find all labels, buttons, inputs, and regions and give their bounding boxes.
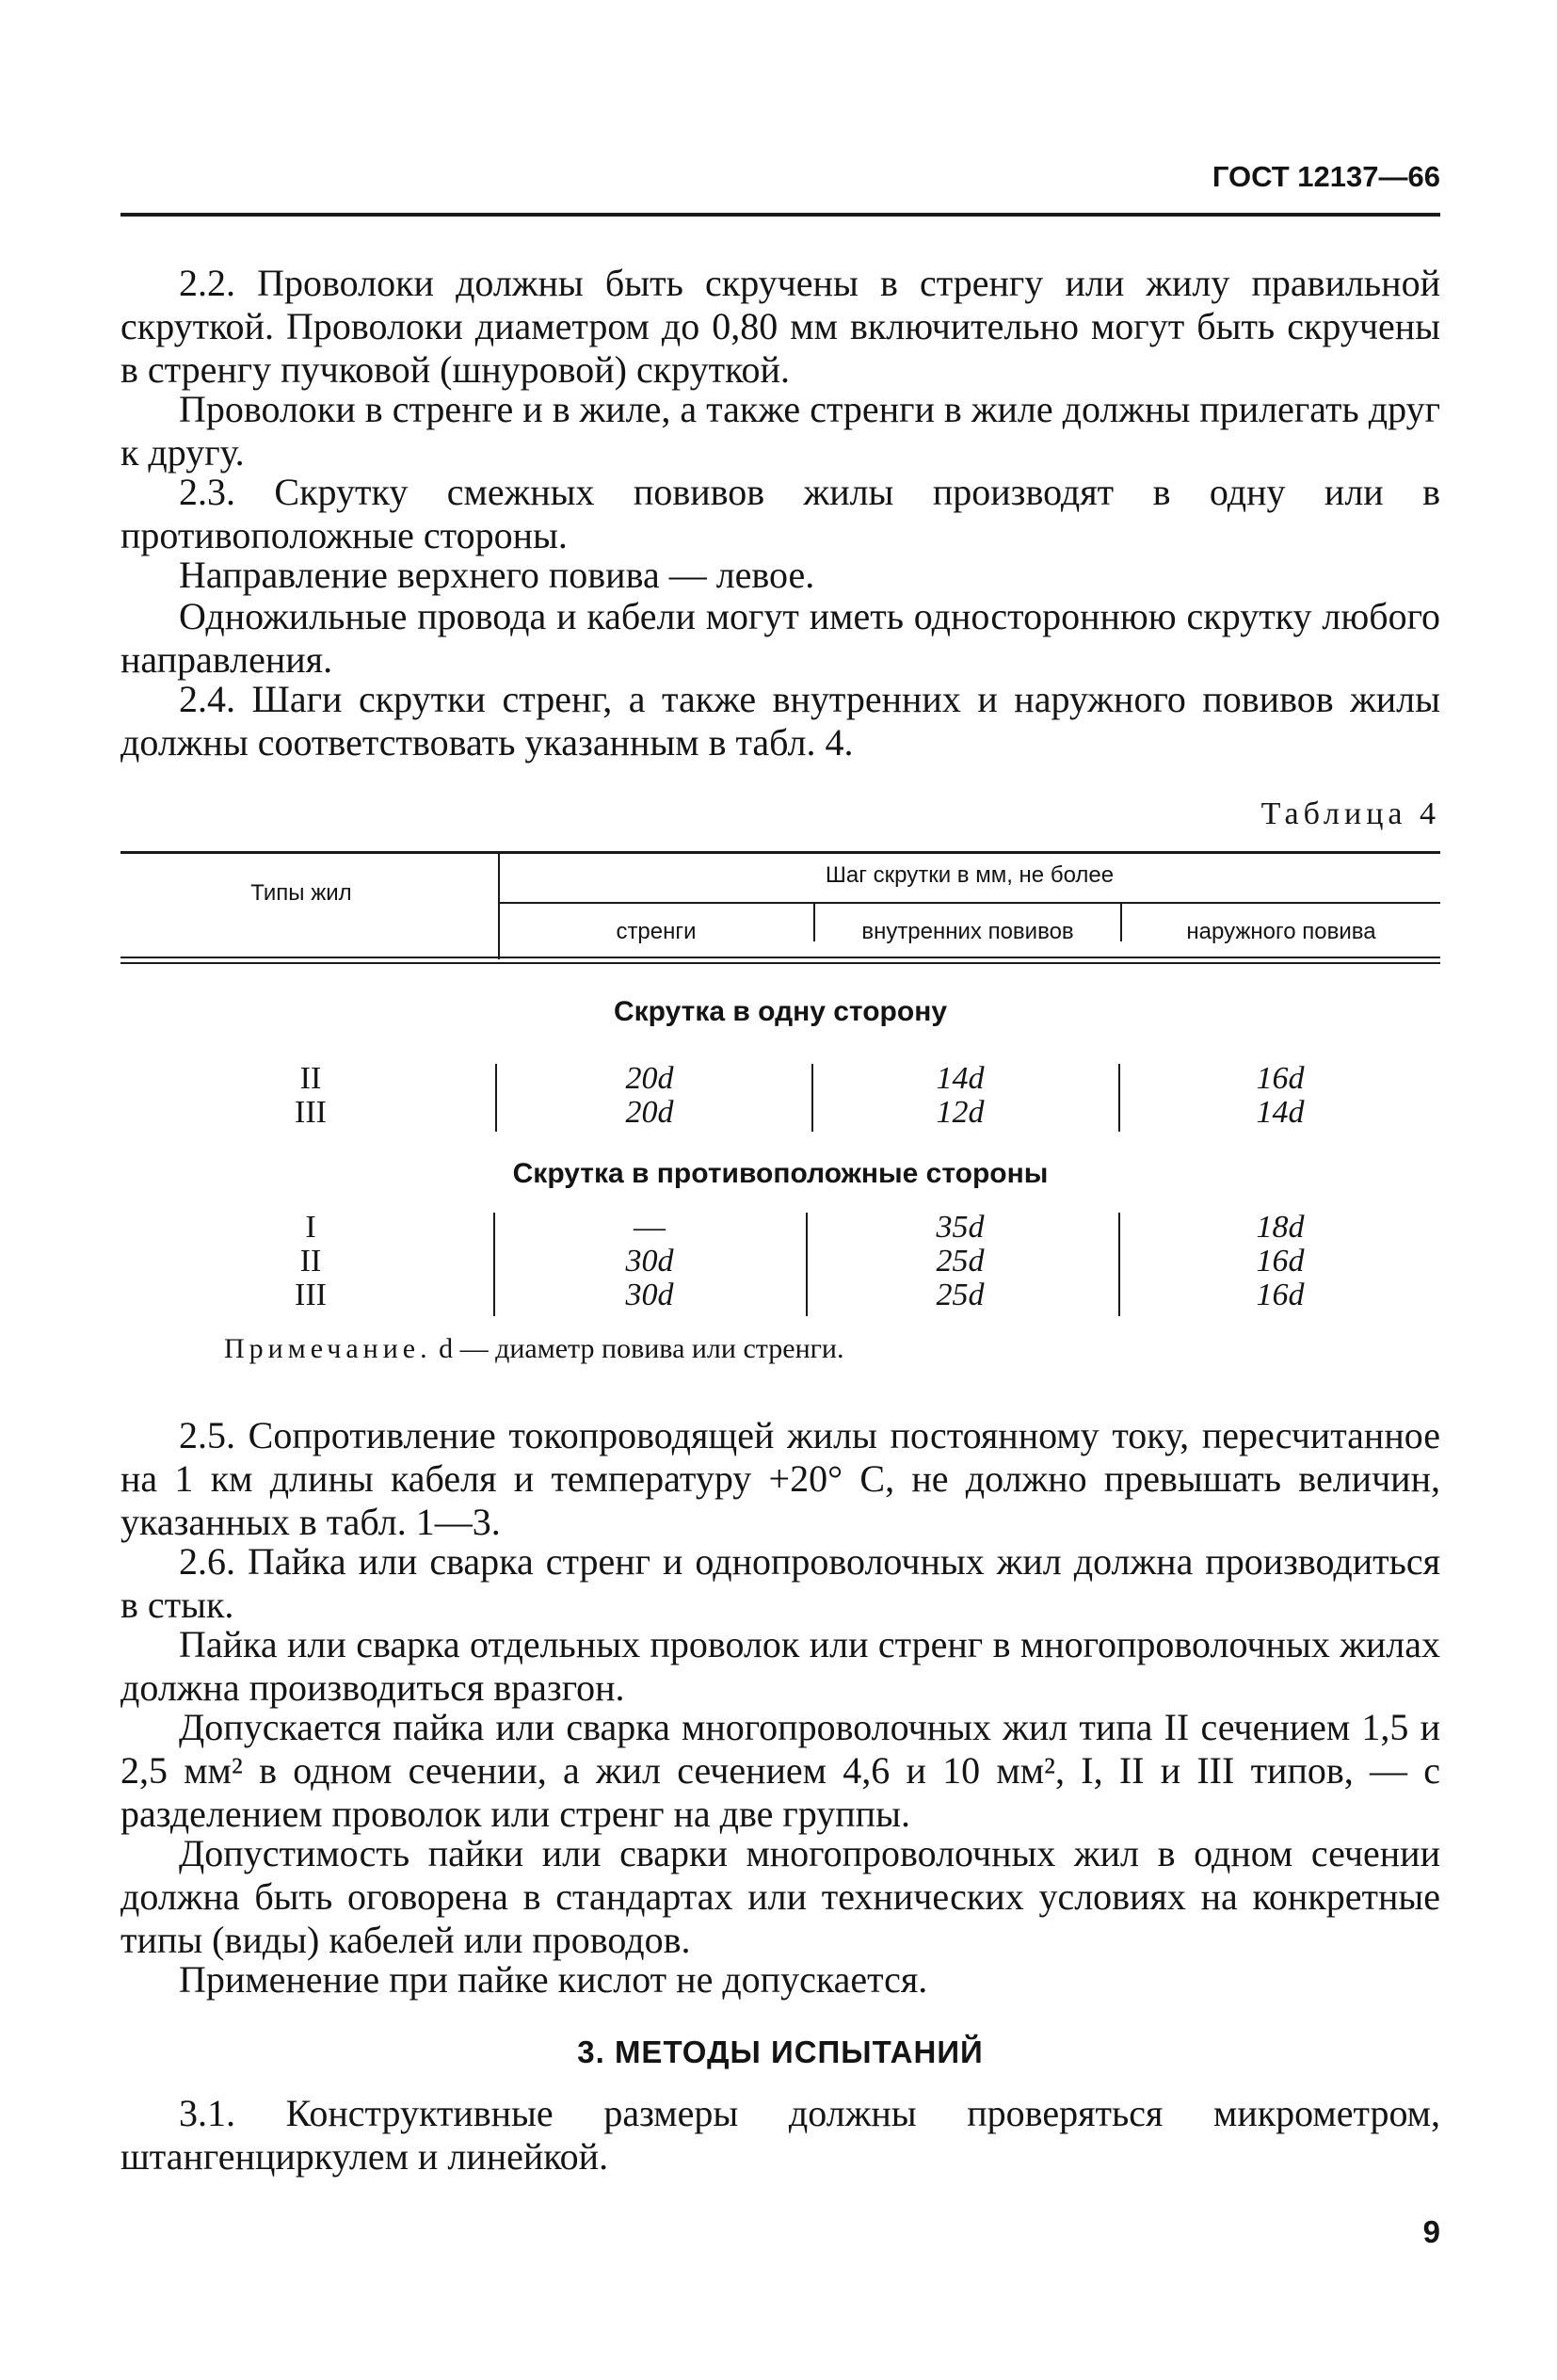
inner-cell: 35d: [936, 1210, 985, 1245]
table-note: [224, 1333, 843, 1365]
paragraph-2-6-allowed: Допускается пайка или сварка многопроволочных жил типа II сечением 1,5 и 2,5 мм² в одном сечении, а жил сечением 4,6 и 10 мм², I, II и III типов, — с разделением проволок или стренг на две группы.: [120, 1706, 1440, 1835]
table-vline: [806, 1213, 808, 1316]
table-section-one-direction: Скрутка в одну сторону: [613, 996, 948, 1027]
section-3-title: 3. МЕТОДЫ ИСПЫТАНИЙ: [577, 2034, 984, 2069]
strand-cell: 20d: [625, 1095, 674, 1130]
table-vline: [811, 1064, 813, 1132]
type-cell: I: [305, 1210, 316, 1245]
table-top-rule: [120, 851, 1440, 854]
col-header-group: Шаг скрутки в мм, не более: [825, 862, 1115, 888]
strand-cell: 20d: [625, 1061, 674, 1096]
paragraph-2-6-spread: Пайка или сварка отдельных проволок или стренг в многопроволочных жилах должна производиться вразгон.: [120, 1623, 1440, 1709]
col-header-strand: стренги: [616, 919, 697, 944]
inner-cell: 25d: [936, 1278, 985, 1312]
table-header-mid-rule: [499, 902, 1440, 904]
table-vline: [1118, 1064, 1120, 1132]
type-cell: II: [299, 1061, 322, 1096]
paragraph-2-2-cont: Проволоки в стренге и в жиле, а также стренги в жиле должны прилегать друг к другу.: [120, 388, 1440, 474]
note-label: Примечание.: [224, 1333, 432, 1364]
col-header-types: Типы жил: [250, 880, 352, 906]
paragraph-2-3: 2.3. Скрутку смежных повивов жилы производят в одну или в противоположные стороны.: [120, 471, 1440, 556]
outer-cell: 16d: [1256, 1244, 1305, 1278]
outer-cell: 14d: [1256, 1095, 1305, 1130]
table-vline: [495, 1064, 497, 1132]
inner-cell: 12d: [936, 1095, 985, 1130]
table-vline: [493, 1213, 495, 1316]
paragraph-2-6: 2.6. Пайка или сварка стренг и однопроволочных жил должна производиться в стык.: [120, 1540, 1440, 1626]
paragraph-2-2: 2.2. Проволоки должны быть скручены в стренгу или жилу правильной скруткой. Проволоки диаметром до 0,80 мм включительно могут быть скручены в стренгу пучковой (шнуровой) скруткой.: [120, 262, 1440, 391]
paragraph-3-1: 3.1. Конструктивные размеры должны проверяться микрометром, штангенциркулем и линейкой.: [120, 2092, 1440, 2178]
outer-cell: 18d: [1256, 1210, 1305, 1245]
table-vline: [1118, 1213, 1120, 1316]
inner-cell: 25d: [936, 1244, 985, 1278]
type-cell: II: [299, 1244, 322, 1278]
paragraph-2-3-single: Одножильные провода и кабели могут иметь одностороннюю скрутку любого направления.: [120, 595, 1440, 681]
type-cell: III: [295, 1095, 327, 1130]
col-header-outer: наружного повива: [1186, 919, 1376, 944]
inner-cell: 14d: [936, 1061, 985, 1096]
strand-cell: 30d: [625, 1244, 674, 1278]
outer-cell: 16d: [1256, 1061, 1305, 1096]
paragraph-2-3-direction: Направление верхнего повива — левое.: [179, 554, 815, 596]
standard-code-header: ГОСТ 12137—66: [1212, 160, 1440, 193]
table-header-rule-2: [120, 962, 1440, 964]
type-cell: III: [295, 1278, 327, 1312]
col-header-inner: внутренних повивов: [861, 919, 1074, 944]
paragraph-2-6-admissibility: Допустимость пайки или сварки многопроволочных жил в одном сечении должна быть оговорена в стандартах или технических условиях на конкретные типы (виды) кабелей или проводов.: [120, 1832, 1440, 1961]
paragraph-2-4: 2.4. Шаги скрутки стренг, а также внутренних и наружного повивов жилы должны соответствовать указанным в табл. 4.: [120, 678, 1440, 764]
header-rule: [120, 213, 1440, 217]
table-caption: Таблица 4: [1260, 796, 1440, 831]
page-number: 9: [1422, 2214, 1440, 2249]
strand-cell: 30d: [625, 1278, 674, 1312]
paragraph-2-6-acids: Применение при пайке кислот не допускается.: [179, 1958, 928, 2001]
strand-cell: —: [634, 1210, 666, 1245]
table-header-rule-1: [120, 957, 1440, 958]
paragraph-2-5: 2.5. Сопротивление токопроводящей жилы постоянному току, пересчитанное на 1 км длины кабеля и температуру +20° С, не должно превышать величин, указанных в табл. 1—3.: [120, 1414, 1440, 1543]
note-text: d — диаметр повива или стренги.: [439, 1333, 844, 1364]
outer-cell: 16d: [1256, 1278, 1305, 1312]
table-section-opposite-directions: Скрутка в противоположные стороны: [512, 1158, 1049, 1189]
